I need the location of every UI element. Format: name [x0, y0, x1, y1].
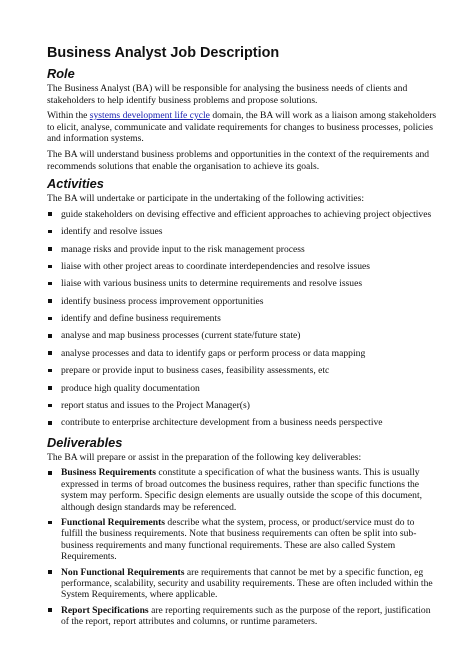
deliverable-non-functional-requirements [47, 567, 438, 601]
role-paragraph-3: The BA will understand business problems and opportunities in the context of the requirements and recommends solutions that enable the organisation to achieve its goals. [47, 148, 430, 172]
role-paragraph-2-start: Within the [47, 110, 90, 122]
role-heading: Role [47, 66, 75, 81]
role-paragraph-1: The Business Analyst (BA) will be responsible for analysing the business needs of clients and stakeholders to help identify business problems and propose solutions. [47, 83, 408, 106]
deliverable-text: are reporting requirements such as the purpose of the report, justification of the report, report attributes and columns, or runtime parameters. [61, 604, 431, 628]
deliverable-term: Business Requirements [61, 467, 156, 479]
list-item: analyse and map business processes (current state/future state) [47, 330, 438, 342]
activities-list [47, 209, 438, 429]
list-item: liaise with other project areas to coordinate interdependencies and resolve issues [47, 261, 438, 273]
deliverables-heading: Deliverables [47, 434, 123, 450]
deliverable-text: constitute a specification of what the business wants. This is usually expressed in terms of broad outcomes the business requires, rather than specific functions the system may perform. Specific design elements are usually outside the scope of this document, although design standards may be referenced. [61, 467, 423, 513]
deliverable-term: Report Specifications [61, 604, 149, 616]
deliverable-term: Functional Requirements [61, 517, 166, 529]
deliverables-list [47, 467, 438, 627]
list-item: identify and define business requirements [47, 313, 438, 325]
list-item: report status and issues to the Project Manager(s) [47, 400, 438, 412]
list-item: contribute to enterprise architecture development from a business needs perspective [47, 417, 438, 429]
deliverables-intro: The BA will prepare or assist in the preparation of the following key deliverables: [47, 451, 362, 463]
role-paragraph-2-end: domain, the BA will work as a liaison among stakeholders to elicit, analyse, communicate and validate requirements for changes to business processes, policies and information systems. [47, 110, 437, 145]
page-title: Business Analyst Job Description [47, 45, 280, 61]
deliverable-functional-requirements [47, 517, 438, 563]
role-paragraph-2 [47, 110, 438, 145]
list-item: identify business process improvement opportunities [47, 296, 438, 308]
deliverable-business-requirements [47, 467, 438, 513]
deliverable-term: Non Functional Requirements [61, 566, 185, 578]
list-item: liaise with various business units to determine requirements and resolve issues [47, 278, 438, 290]
list-item: produce high quality documentation [47, 383, 438, 395]
activities-intro: The BA will undertake or participate in the undertaking of the following activities: [47, 193, 365, 205]
list-item: prepare or provide input to business cases, feasibility assessments, etc [47, 365, 438, 377]
sdlc-link[interactable]: systems development life cycle [89, 110, 210, 122]
list-item: analyse processes and data to identify gaps or perform process or data mapping [47, 348, 438, 360]
activities-heading: Activities [47, 176, 104, 192]
list-item: identify and resolve issues [47, 226, 438, 238]
deliverable-report-specifications [47, 605, 438, 628]
list-item: manage risks and provide input to the risk management process [47, 244, 438, 256]
list-item: guide stakeholders on devising effective and efficient approaches to achieving project objectives [47, 209, 438, 221]
deliverable-text: describe what the system, process, or product/service must do to fulfill the business requirements. Note that business requirements can often be split into sub-business requirements and many functional requirements. These are also called System Requirements. [61, 517, 417, 563]
deliverable-text: are requirements that cannot be met by a specific function, eg performance, scalability, security and usability requirements. These are often included within the System Requirements, where applicable. [61, 566, 433, 601]
